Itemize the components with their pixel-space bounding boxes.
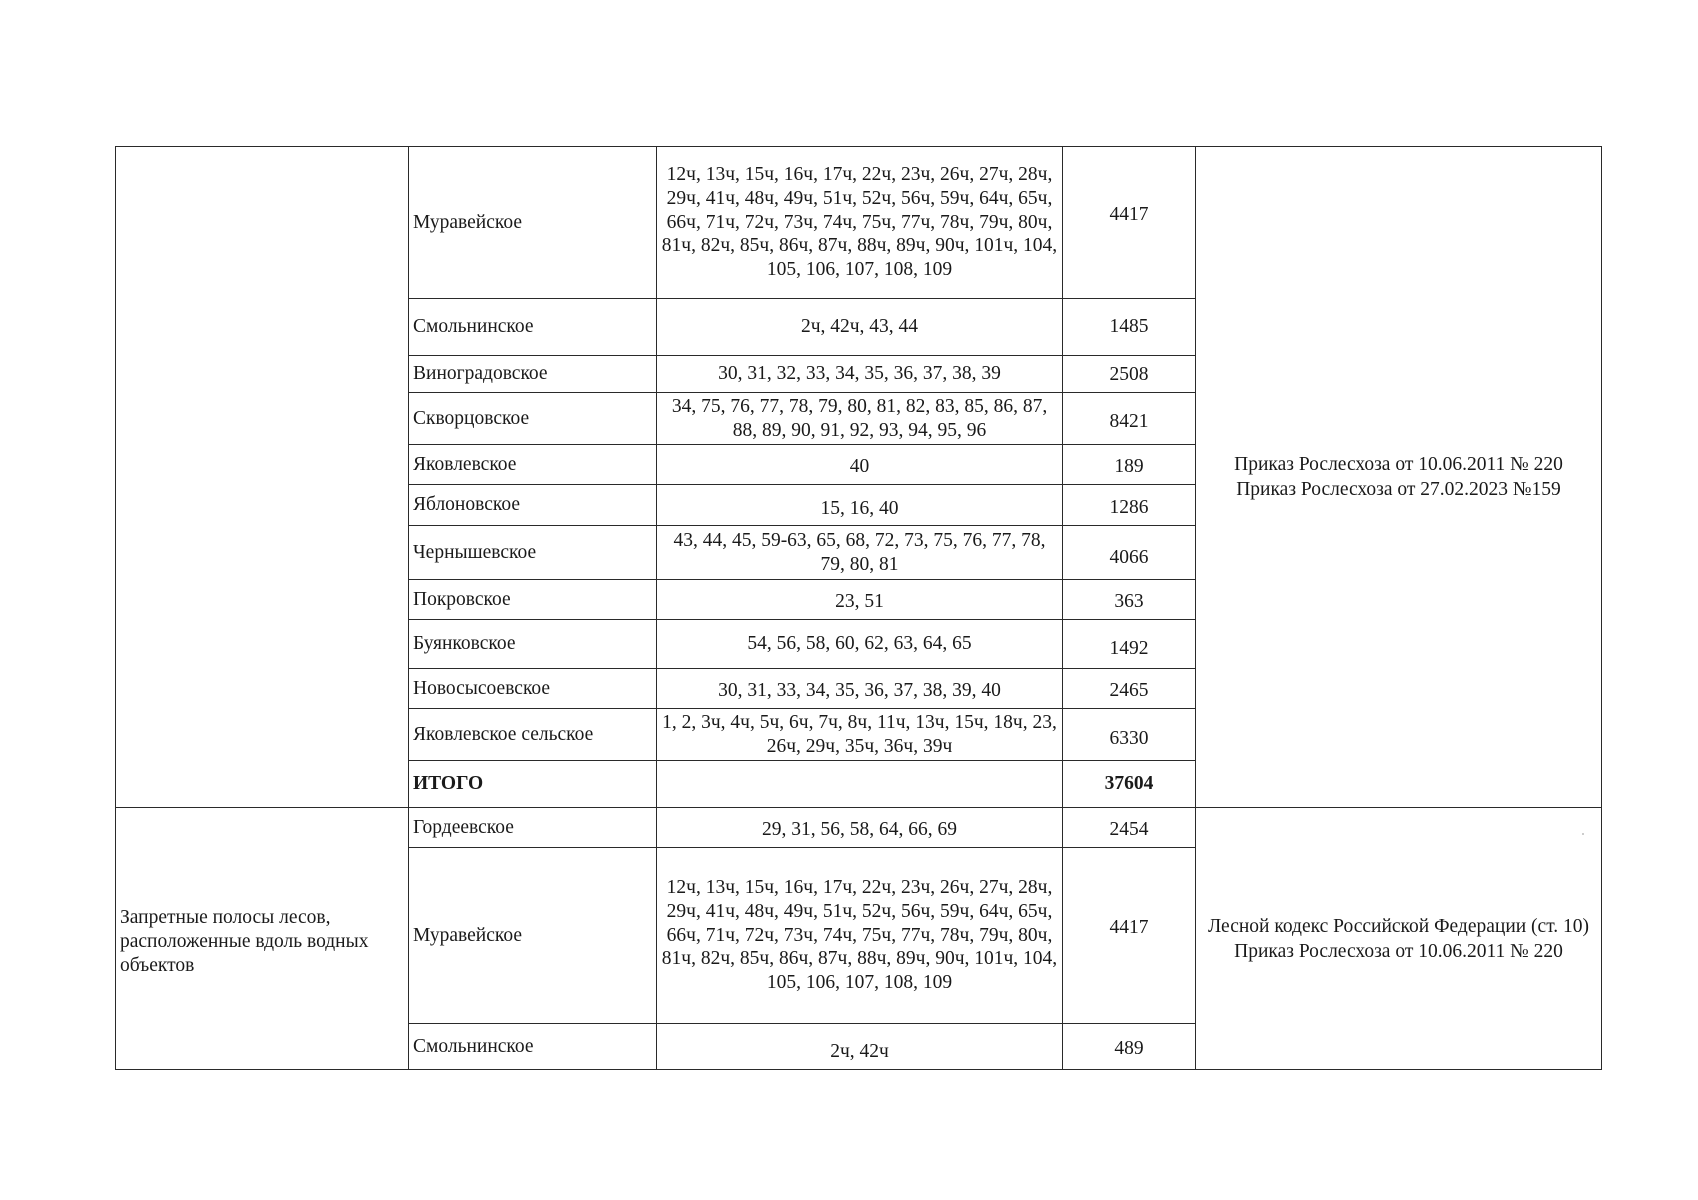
location-cell: Новосысоевское bbox=[409, 669, 657, 709]
table-row bbox=[116, 147, 1602, 299]
location-cell: Смольнинское bbox=[409, 299, 657, 356]
category-cell bbox=[116, 147, 409, 808]
protected-forests-table bbox=[115, 146, 1602, 1070]
total-label: ИТОГО bbox=[409, 761, 657, 808]
quarters-cell: 12ч, 13ч, 15ч, 16ч, 17ч, 22ч, 23ч, 26ч, 27ч, 28ч, 29ч, 41ч, 48ч, 49ч, 51ч, 52ч, 56ч, 59ч, 64ч, 65ч, 66ч, 71ч, 72ч, 73ч, 74ч, 75ч, 77ч, 78ч, 79ч, 80ч, 81ч, 82ч, 85ч, 86ч, 87ч, 88ч, 89ч, 90ч, 101ч, 104, 105, 106, 107, 108, 109 bbox=[657, 147, 1063, 299]
location-cell: Чернышевское bbox=[409, 526, 657, 580]
area-cell: 1286 bbox=[1063, 485, 1196, 526]
location-cell: Яковлевское сельское bbox=[409, 709, 657, 761]
quarters-cell: 12ч, 13ч, 15ч, 16ч, 17ч, 22ч, 23ч, 26ч, 27ч, 28ч, 29ч, 41ч, 48ч, 49ч, 51ч, 52ч, 56ч, 59ч, 64ч, 65ч, 66ч, 71ч, 72ч, 73ч, 74ч, 75ч, 77ч, 78ч, 79ч, 80ч, 81ч, 82ч, 85ч, 86ч, 87ч, 88ч, 89ч, 90ч, 101ч, 104, 105, 106, 107, 108, 109 bbox=[657, 848, 1063, 1024]
area-cell: 189 bbox=[1063, 445, 1196, 485]
quarters-cell: 40 bbox=[657, 445, 1063, 485]
area-cell: 1492 bbox=[1063, 620, 1196, 669]
area-cell: 363 bbox=[1063, 580, 1196, 620]
location-cell: Покровское bbox=[409, 580, 657, 620]
legal-document: Приказ Рослесхоза от 10.06.2011 № 220 bbox=[1234, 941, 1563, 962]
scan-speck bbox=[1582, 833, 1584, 835]
quarters-cell: 30, 31, 32, 33, 34, 35, 36, 37, 38, 39 bbox=[657, 356, 1063, 393]
location-cell: Виноградовское bbox=[409, 356, 657, 393]
location-cell: Скворцовское bbox=[409, 393, 657, 445]
area-cell: 4066 bbox=[1063, 526, 1196, 580]
quarters-cell: 54, 56, 58, 60, 62, 63, 64, 65 bbox=[657, 620, 1063, 669]
area-cell: 4417 bbox=[1063, 147, 1196, 299]
legal-document: Приказ Рослесхоза от 10.06.2011 № 220 bbox=[1234, 453, 1563, 475]
location-cell: Яковлевское bbox=[409, 445, 657, 485]
quarters-cell: 29, 31, 56, 58, 64, 66, 69 bbox=[657, 808, 1063, 848]
area-cell: 4417 bbox=[1063, 848, 1196, 1024]
legal-document: Лесной кодекс Российской Федерации (ст. 10) bbox=[1207, 915, 1590, 937]
quarters-cell: 34, 75, 76, 77, 78, 79, 80, 81, 82, 83, 85, 86, 87, 88, 89, 90, 91, 92, 93, 94, 95, 96 bbox=[657, 393, 1063, 445]
quarters-cell: 30, 31, 33, 34, 35, 36, 37, 38, 39, 40 bbox=[657, 669, 1063, 709]
area-cell: 2454 bbox=[1063, 808, 1196, 848]
location-cell: Муравейское bbox=[409, 147, 657, 299]
quarters-cell: 2ч, 42ч, 43, 44 bbox=[657, 299, 1063, 356]
legal-document: Приказ Рослесхоза от 27.02.2023 №159 bbox=[1236, 479, 1561, 500]
total-value: 37604 bbox=[1063, 761, 1196, 808]
area-cell: 489 bbox=[1063, 1024, 1196, 1070]
legal-basis-cell bbox=[1196, 808, 1602, 1070]
location-cell: Буянковское bbox=[409, 620, 657, 669]
quarters-cell: 15, 16, 40 bbox=[657, 485, 1063, 526]
legal-basis-cell bbox=[1196, 147, 1602, 808]
table-row bbox=[116, 808, 1602, 848]
location-cell: Яблоновское bbox=[409, 485, 657, 526]
area-cell: 1485 bbox=[1063, 299, 1196, 356]
quarters-cell-empty bbox=[657, 761, 1063, 808]
area-cell: 8421 bbox=[1063, 393, 1196, 445]
category-cell: Запретные полосы лесов, расположенные вдоль водных объектов bbox=[116, 808, 409, 1070]
area-cell: 2508 bbox=[1063, 356, 1196, 393]
quarters-cell: 23, 51 bbox=[657, 580, 1063, 620]
quarters-cell: 43, 44, 45, 59-63, 65, 68, 72, 73, 75, 76, 77, 78, 79, 80, 81 bbox=[657, 526, 1063, 580]
location-cell: Смольнинское bbox=[409, 1024, 657, 1070]
area-cell: 2465 bbox=[1063, 669, 1196, 709]
location-cell: Гордеевское bbox=[409, 808, 657, 848]
quarters-cell: 2ч, 42ч bbox=[657, 1024, 1063, 1070]
location-cell: Муравейское bbox=[409, 848, 657, 1024]
quarters-cell: 1, 2, 3ч, 4ч, 5ч, 6ч, 7ч, 8ч, 11ч, 13ч, 15ч, 18ч, 23, 26ч, 29ч, 35ч, 36ч, 39ч bbox=[657, 709, 1063, 761]
area-cell: 6330 bbox=[1063, 709, 1196, 761]
